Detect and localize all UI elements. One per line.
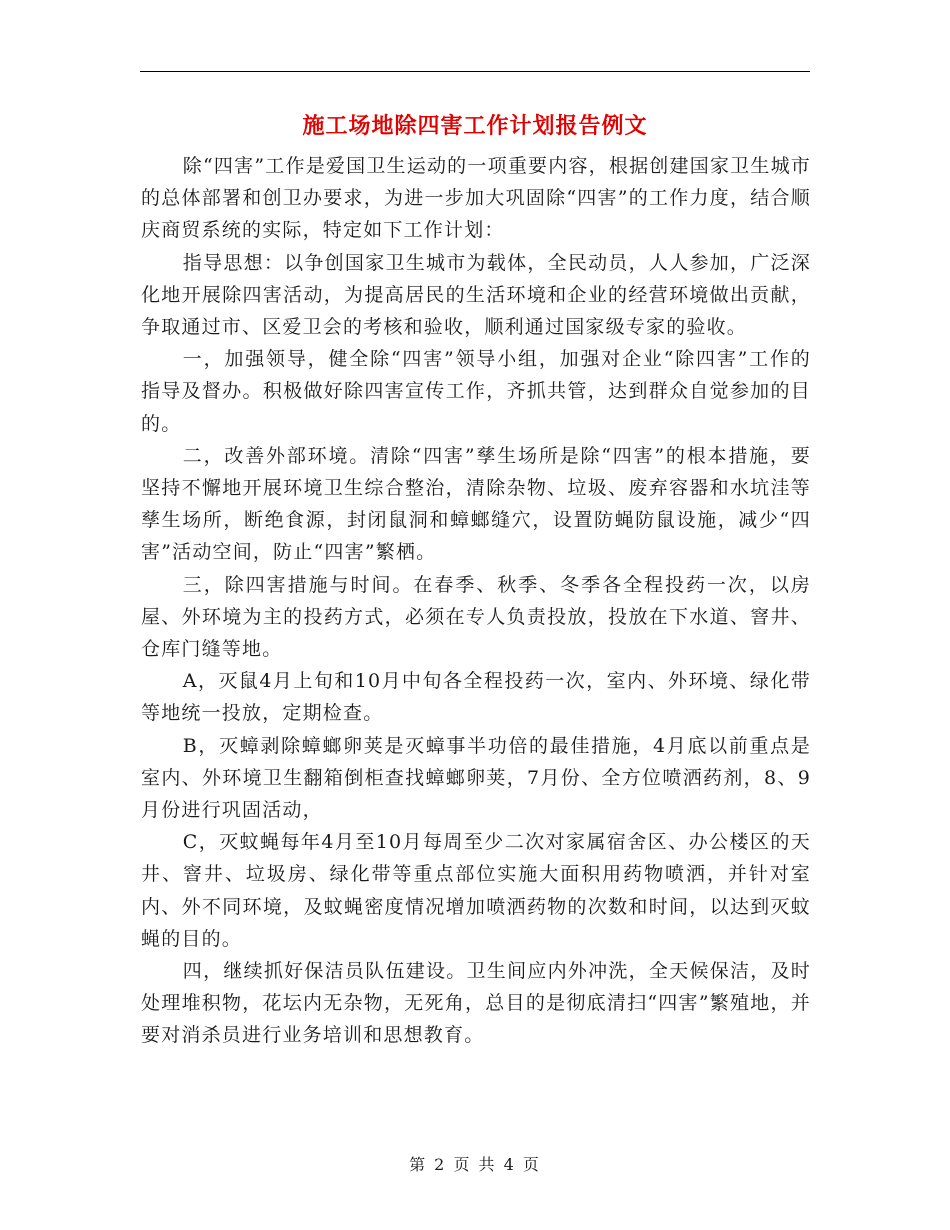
document-title: 施工场地除四害工作计划报告例文 — [302, 113, 648, 139]
page-number-footer: 第 2 页 共 4 页 — [409, 1155, 541, 1174]
paragraph-intro: 除“四害”工作是爱国卫生运动的一项重要内容，根据创建国家卫生城市的总体部署和创卫办要求，为进一步加大巩固除“四害”的工作力度，结合顺庆商贸系统的实际，特定如下工作计划： — [141, 155, 811, 242]
document-body — [141, 150, 811, 1052]
paragraph-section-2: 二，改善外部环境。清除“四害”孳生场所是除“四害”的根本措施，要坚持不懈地开展环境卫生综合整治，清除杂物、垃圾、废弃容器和水坑洼等孳生场所，断绝食源，封闭鼠洞和蟑螂缝穴，设置防蝇防鼠设施，减少“四害”活动空间，防止“四害”繁栖。 — [141, 444, 811, 564]
paragraph-section-1: 一，加强领导，健全除“四害”领导小组，加强对企业“除四害”工作的指导及督办。积极做好除四害宣传工作，齐抓共管，达到群众自觉参加的目的。 — [141, 348, 811, 435]
header-rule — [140, 71, 810, 72]
paragraph-item-a: A，灭鼠4月上旬和10月中旬各全程投药一次，室内、外环境、绿化带等地统一投放，定期检查。 — [141, 670, 811, 725]
paragraph-section-4: 四，继续抓好保洁员队伍建设。卫生间应内外冲洗，全天候保洁，及时处理堆积物，花坛内无杂物，无死角，总目的是彻底清扫“四害”繁殖地，并要对消杀员进行业务培训和思想教育。 — [141, 960, 811, 1047]
paragraph-guiding-thought: 指导思想：以争创国家卫生城市为载体，全民动员，人人参加，广泛深化地开展除四害活动，为提高居民的生活环境和企业的经营环境做出贡献，争取通过市、区爱卫会的考核和验收，顺利通过国家级专家的验收。 — [141, 251, 811, 339]
paragraph-section-3: 三，除四害措施与时间。在春季、秋季、冬季各全程投药一次，以房屋、外环境为主的投药方式，必须在专人负责投放，投放在下水道、窨井、仓库门缝等地。 — [141, 573, 811, 661]
paragraph-item-b: B，灭蟑剥除蟑螂卵荚是灭蟑事半功倍的最佳措施，4月底以前重点是室内、外环境卫生翻箱倒柜查找蟑螂卵荚，7月份、全方位喷洒药剂，8、9月份进行巩固活动， — [141, 734, 811, 822]
paragraph-item-c: C，灭蚊蝇每年4月至10月每周至少二次对家属宿舍区、办公楼区的天井、窨井、垃圾房、绿化带等重点部位实施大面积用药物喷洒，并针对室内、外不同环境，及蚊蝇密度情况增加喷洒药物的次数和时间，以达到灭蚊蝇的目的。 — [141, 831, 811, 950]
